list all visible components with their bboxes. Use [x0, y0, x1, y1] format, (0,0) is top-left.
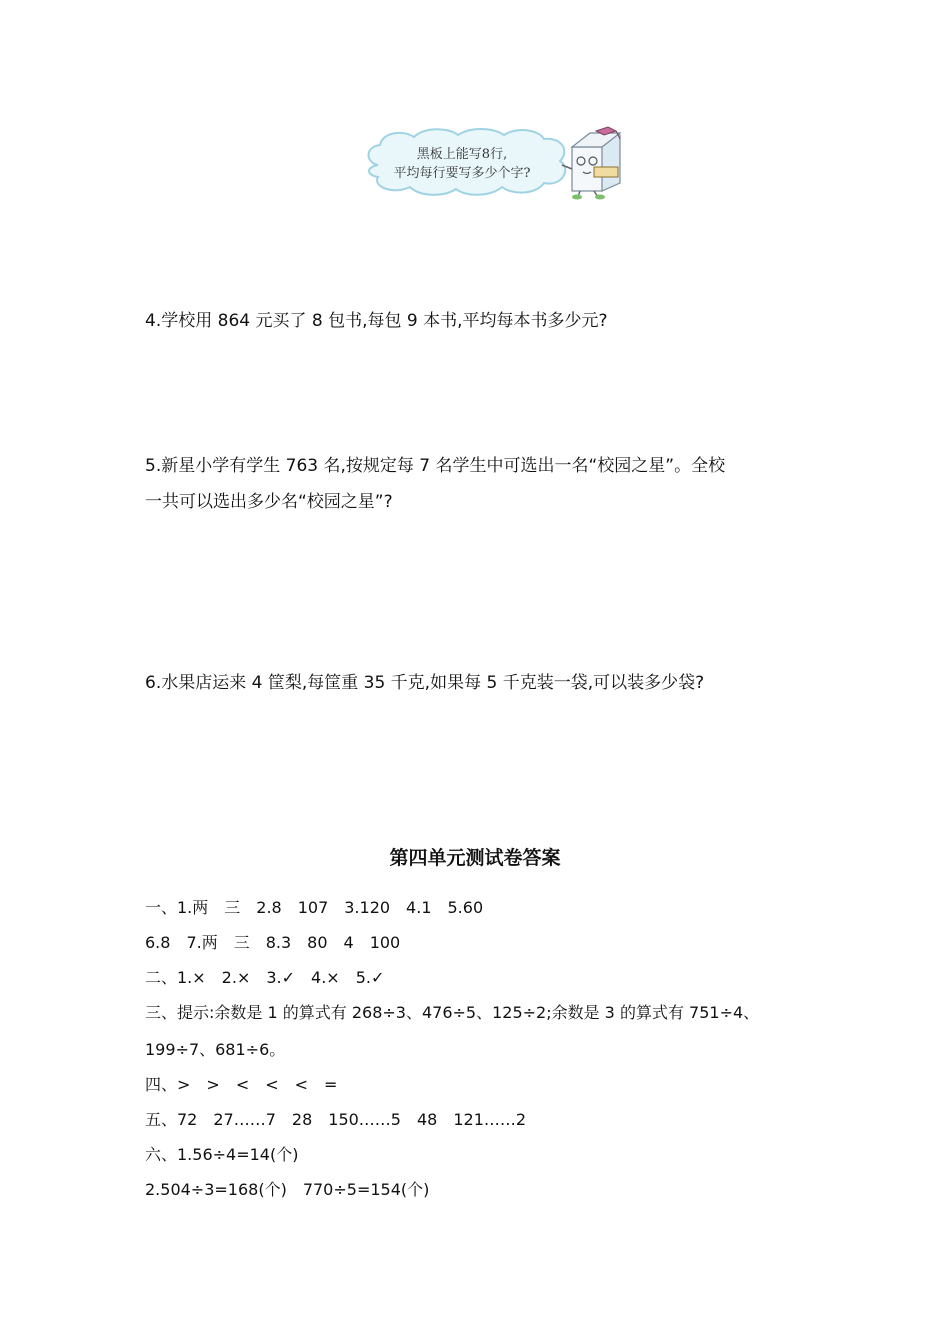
answer-line: 2.504÷3=168(个) 770÷5=154(个) — [145, 1180, 430, 1199]
answer-line: 六、1.56÷4=14(个) — [145, 1145, 299, 1164]
question-5-line-2: 一共可以选出多少名“校园之星”? — [145, 492, 393, 512]
answers-title: 第四单元测试卷答案 — [389, 847, 561, 869]
speech-cloud-icon — [358, 125, 633, 200]
answer-line: 四、> > < < < = — [145, 1075, 338, 1094]
answer-line: 二、1.× 2.× 3.✓ 4.× 5.✓ — [145, 968, 385, 987]
answer-line: 199÷7、681÷6。 — [145, 1040, 286, 1059]
answer-line: 五、72 27……7 28 150……5 48 121……2 — [145, 1110, 527, 1129]
answer-line: 一、1.两 三 2.8 107 3.120 4.1 5.60 — [145, 898, 484, 917]
answer-line: 6.8 7.两 三 8.3 80 4 100 — [145, 933, 401, 952]
speech-line-1: 黑板上能写8行, — [416, 147, 508, 162]
speech-line-2: 平均每行要写多少个字? — [393, 166, 531, 181]
speech-illustration — [358, 125, 633, 200]
answer-line: 三、提示:余数是 1 的算式有 268÷3、476÷5、125÷2;余数是 3 的算式有 751÷4、 — [145, 1003, 760, 1022]
question-6: 6.水果店运来 4 筐梨,每筐重 35 千克,如果每 5 千克装一袋,可以装多少袋? — [145, 673, 705, 693]
question-5-line-1: 5.新星小学有学生 763 名,按规定每 7 名学生中可选出一名“校园之星”。全校 — [145, 456, 726, 476]
question-4: 4.学校用 864 元买了 8 包书,每包 9 本书,平均每本书多少元? — [145, 311, 608, 331]
book-mascot-icon — [562, 127, 620, 200]
